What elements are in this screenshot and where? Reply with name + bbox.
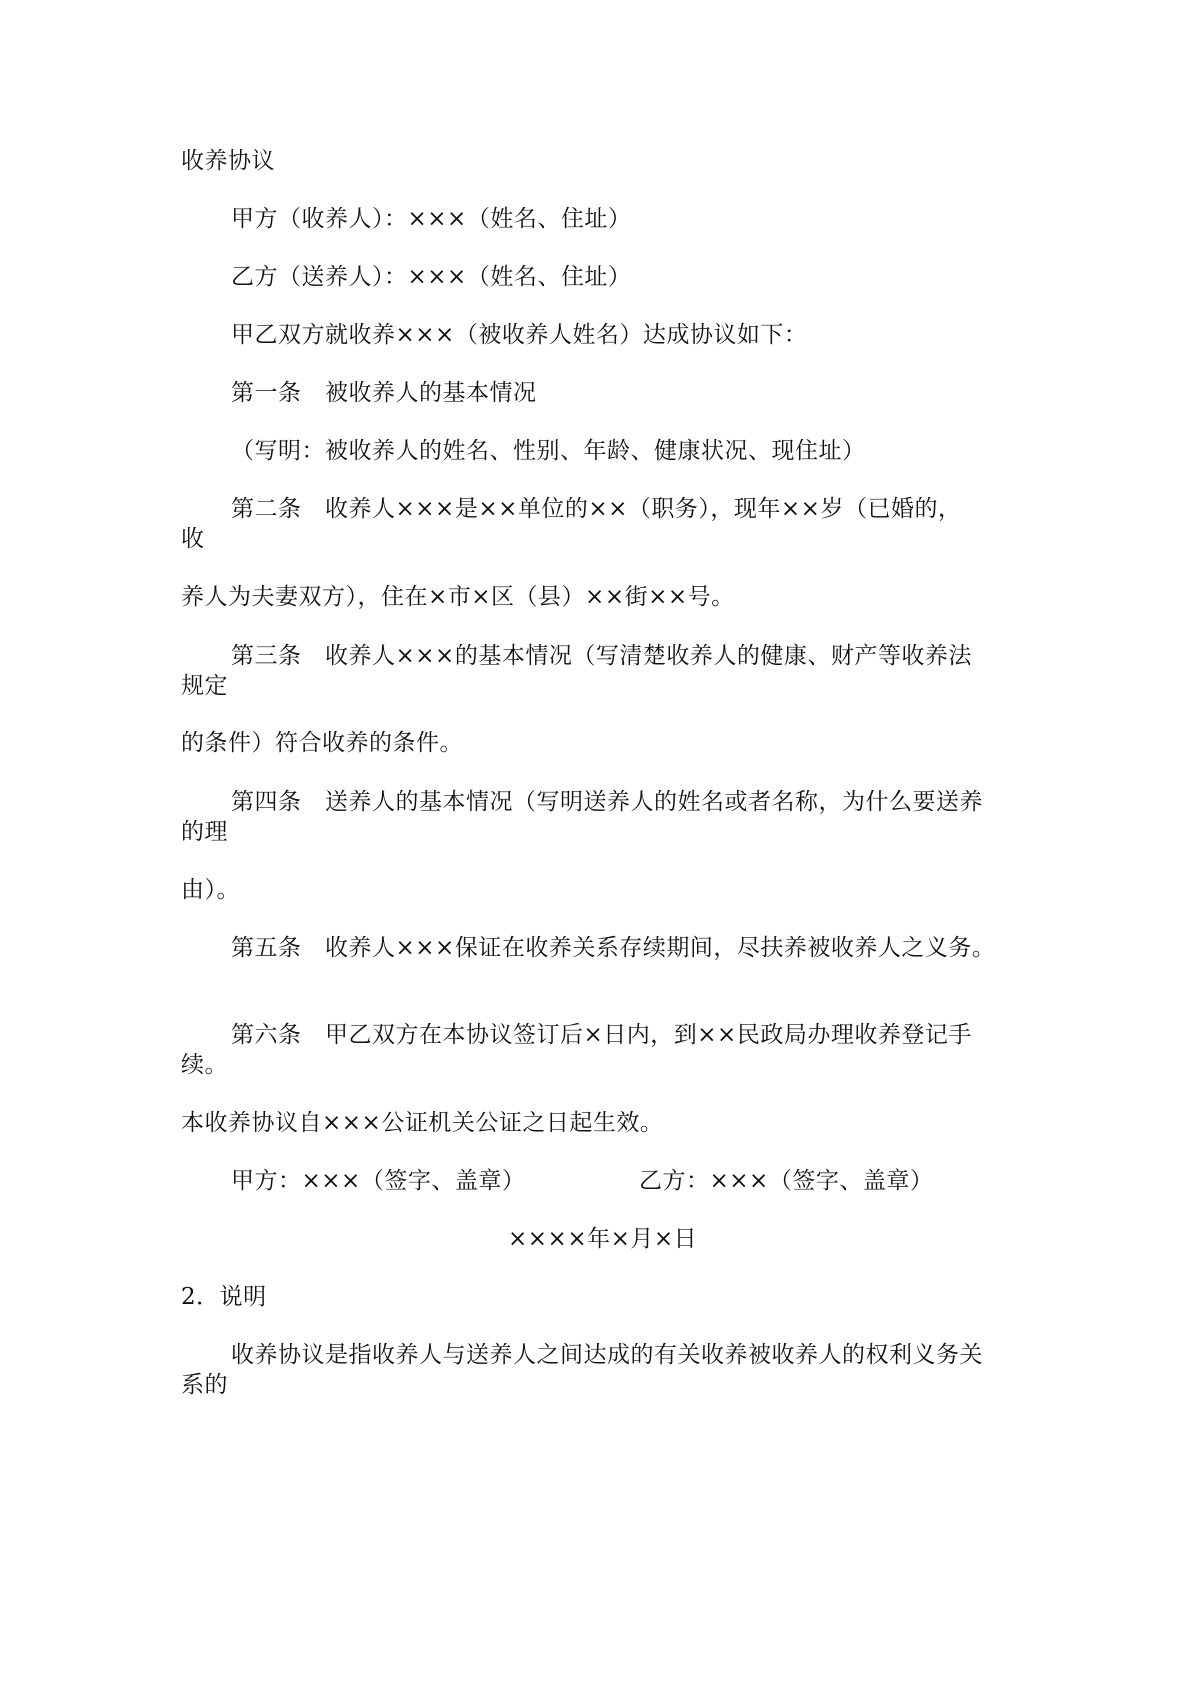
article6-line2: 续。 [181, 1052, 228, 1078]
section2-line2: 系的 [181, 1372, 228, 1398]
article6-line1: 第六条 甲乙双方在本协议签订后×日内，到××民政局办理收养登记手 [231, 1022, 972, 1048]
intro-line: 甲乙双方就收养×××（被收养人姓名）达成协议如下： [231, 322, 808, 348]
party-b-line: 乙方（送养人）：×××（姓名、住址） [231, 264, 632, 290]
signature-date: ××××年×月×日 [508, 1226, 698, 1252]
article3-line2: 规定 [181, 673, 228, 699]
signature-party-b: 乙方：×××（签字、盖章） [639, 1168, 934, 1194]
article1-title: 第一条 被收养人的基本情况 [231, 380, 537, 406]
article3-line3: 的条件）符合收养的条件。 [181, 730, 463, 756]
article4-line1: 第四条 送养人的基本情况（写明送养人的姓名或者名称，为什么要送养 [231, 789, 983, 815]
effective-line: 本收养协议自×××公证机关公证之日起生效。 [181, 1110, 664, 1136]
document-title: 收养协议 [181, 148, 275, 174]
article4-line2: 的理 [181, 819, 228, 845]
party-a-line: 甲方（收养人）：×××（姓名、住址） [231, 206, 632, 232]
signature-party-a: 甲方：×××（签字、盖章） [231, 1168, 526, 1194]
article1-note: （写明：被收养人的姓名、性别、年龄、健康状况、现住址） [231, 438, 866, 464]
article2-line2: 收 [181, 526, 205, 552]
article2-line3: 养人为夫妻双方），住在×市×区（县）××街××号。 [181, 584, 735, 610]
article2-line1: 第二条 收养人×××是××单位的××（职务），现年××岁（已婚的， [231, 496, 962, 522]
article4-line3: 由）。 [181, 877, 240, 903]
article3-line1: 第三条 收养人×××的基本情况（写清楚收养人的健康、财产等收养法 [231, 643, 972, 669]
section2-line1: 收养协议是指收养人与送养人之间达成的有关收养被收养人的权利义务关 [231, 1342, 983, 1368]
section2-title: 2．说明 [181, 1284, 267, 1310]
article5-line: 第五条 收养人×××保证在收养关系存续期间，尽扶养被收养人之义务。 [231, 935, 996, 961]
